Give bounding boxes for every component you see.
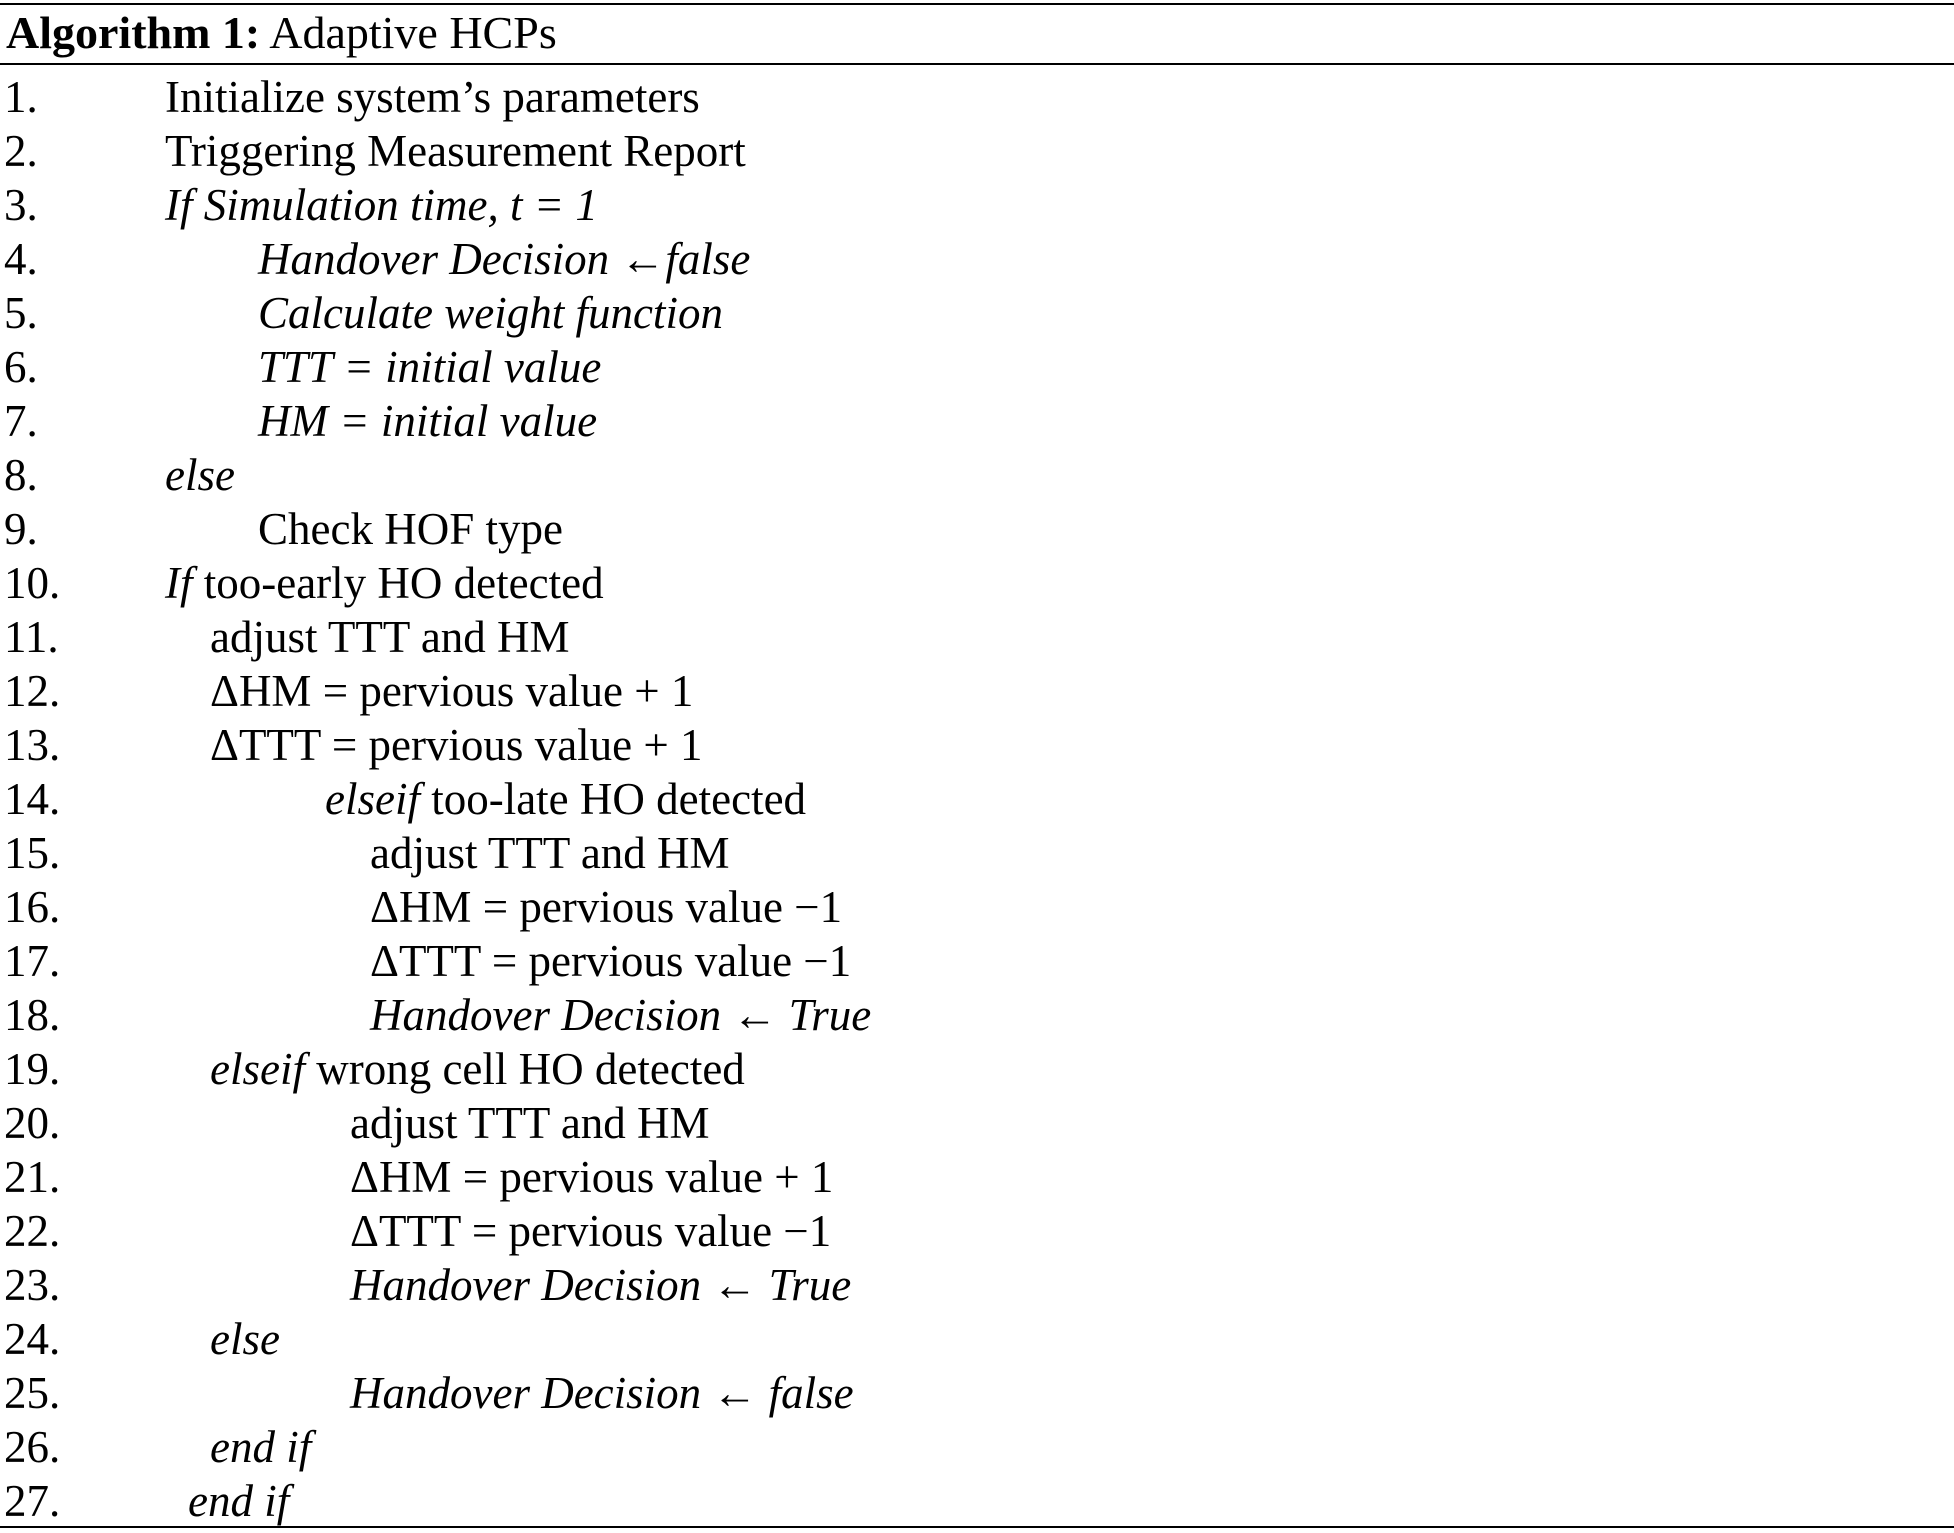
keyword-text: If Simulation time, t = 1	[165, 180, 598, 230]
line-text	[165, 70, 700, 124]
line-text	[325, 772, 806, 826]
line-number: 25.	[4, 1368, 61, 1418]
algorithm-line	[0, 610, 1954, 664]
algorithm-line	[0, 880, 1954, 934]
line-text	[165, 178, 598, 232]
algorithm-line	[0, 448, 1954, 502]
line-text	[210, 1042, 745, 1096]
line-number: 26.	[4, 1422, 61, 1472]
statement-text: too-early HO detected	[192, 558, 604, 608]
algorithm-line	[0, 664, 1954, 718]
keyword-text: Handover Decision ← True	[350, 1260, 852, 1310]
algorithm-line	[0, 1312, 1954, 1366]
line-text	[258, 340, 601, 394]
keyword-text: elseif	[325, 774, 420, 824]
statement-text: ΔTTT = pervious value −1	[350, 1206, 832, 1256]
keyword-text: else	[165, 450, 235, 500]
line-number: 19.	[4, 1044, 61, 1094]
algorithm-line	[0, 772, 1954, 826]
line-number: 20.	[4, 1098, 61, 1148]
line-text	[350, 1258, 851, 1312]
line-text	[370, 880, 842, 934]
line-text	[165, 556, 604, 610]
keyword-text: else	[210, 1314, 280, 1364]
statement-text: Check HOF type	[258, 504, 563, 554]
header-rule	[0, 63, 1954, 65]
keyword-text: Handover Decision ← True	[370, 990, 872, 1040]
line-number: 2.	[4, 126, 38, 176]
line-number: 18.	[4, 990, 61, 1040]
line-number: 11.	[4, 612, 59, 662]
line-text	[350, 1150, 833, 1204]
keyword-text: If	[165, 558, 193, 608]
line-text	[258, 232, 750, 286]
algorithm-line	[0, 718, 1954, 772]
line-text	[210, 1312, 280, 1366]
algorithm-label: Algorithm 1:	[6, 7, 261, 58]
statement-text: ΔTTT = pervious value + 1	[210, 720, 703, 770]
line-text	[210, 610, 570, 664]
line-number: 9.	[4, 504, 38, 554]
algorithm-line	[0, 1042, 1954, 1096]
line-text	[370, 988, 871, 1042]
line-number: 13.	[4, 720, 61, 770]
line-text	[165, 448, 235, 502]
line-number: 22.	[4, 1206, 61, 1256]
line-text	[210, 1420, 311, 1474]
line-number: 8.	[4, 450, 38, 500]
keyword-text: end if	[188, 1476, 290, 1526]
line-text	[258, 286, 723, 340]
line-number: 15.	[4, 828, 61, 878]
line-text	[350, 1204, 831, 1258]
line-number: 17.	[4, 936, 61, 986]
line-number: 16.	[4, 882, 61, 932]
algorithm-line	[0, 124, 1954, 178]
line-number: 10.	[4, 558, 61, 608]
statement-text: too-late HO detected	[419, 774, 807, 824]
line-number: 3.	[4, 180, 38, 230]
line-text	[350, 1096, 710, 1150]
line-number: 27.	[4, 1476, 61, 1526]
algorithm-line	[0, 178, 1954, 232]
algorithm-line	[0, 286, 1954, 340]
statement-text: wrong cell HO detected	[304, 1044, 745, 1094]
algorithm-line	[0, 556, 1954, 610]
statement-text: ΔHM = pervious value + 1	[350, 1152, 834, 1202]
line-text	[188, 1474, 289, 1528]
keyword-text: elseif	[210, 1044, 305, 1094]
line-number: 6.	[4, 342, 38, 392]
algorithm-line	[0, 1474, 1954, 1528]
line-text	[258, 502, 563, 556]
line-text	[165, 124, 746, 178]
line-text	[370, 934, 851, 988]
algorithm-line	[0, 1420, 1954, 1474]
keyword-text: Handover Decision ← false	[350, 1368, 854, 1418]
algorithm-line	[0, 934, 1954, 988]
algorithm-line	[0, 1096, 1954, 1150]
algorithm-line	[0, 826, 1954, 880]
algorithm-line	[0, 502, 1954, 556]
keyword-text: HM = initial value	[258, 396, 598, 446]
line-number: 4.	[4, 234, 38, 284]
statement-text: Initialize system’s parameters	[165, 72, 700, 122]
line-number: 14.	[4, 774, 61, 824]
statement-text: Triggering Measurement Report	[165, 126, 746, 176]
statement-text: adjust TTT and HM	[350, 1098, 710, 1148]
statement-text: adjust TTT and HM	[210, 612, 570, 662]
keyword-text: Calculate weight function	[258, 288, 723, 338]
algorithm-line	[0, 1150, 1954, 1204]
statement-text: ΔHM = pervious value + 1	[210, 666, 694, 716]
algorithm-line	[0, 70, 1954, 124]
keyword-text: Handover Decision ←false	[258, 234, 751, 284]
line-number: 23.	[4, 1260, 61, 1310]
algorithm-line	[0, 340, 1954, 394]
algorithm-title: Adaptive HCPs	[269, 7, 557, 58]
line-text	[258, 394, 597, 448]
statement-text: ΔHM = pervious value −1	[370, 882, 843, 932]
statement-text: adjust TTT and HM	[370, 828, 730, 878]
line-number: 24.	[4, 1314, 61, 1364]
statement-text: ΔTTT = pervious value −1	[370, 936, 852, 986]
line-number: 5.	[4, 288, 38, 338]
bottom-rule	[0, 1526, 1954, 1528]
line-text	[210, 664, 693, 718]
keyword-text: TTT = initial value	[258, 342, 602, 392]
line-number: 1.	[4, 72, 38, 122]
keyword-text: end if	[210, 1422, 312, 1472]
algorithm-line	[0, 232, 1954, 286]
line-text	[370, 826, 730, 880]
line-number: 12.	[4, 666, 61, 716]
line-text	[210, 718, 703, 772]
line-number: 21.	[4, 1152, 61, 1202]
line-text	[350, 1366, 854, 1420]
algorithm-line	[0, 1204, 1954, 1258]
line-number: 7.	[4, 396, 38, 446]
algorithm-line	[0, 1366, 1954, 1420]
top-rule	[0, 3, 1954, 5]
algorithm-line	[0, 988, 1954, 1042]
algorithm-line	[0, 1258, 1954, 1312]
algorithm-caption	[6, 8, 557, 58]
algorithm-line	[0, 394, 1954, 448]
